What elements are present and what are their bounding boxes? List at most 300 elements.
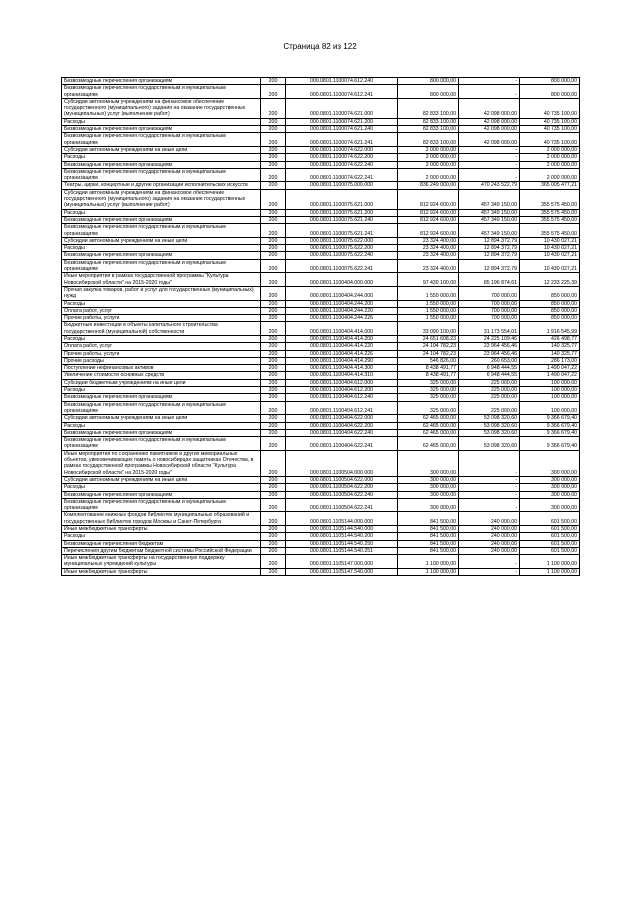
row-executed-amount-cell: 225 000,00 <box>459 394 520 401</box>
row-line-code-cell: 200 <box>261 78 286 85</box>
row-classification-code-cell: 000.0801.1100075.622.240 <box>286 252 398 259</box>
row-approved-amount-cell: 325 000,00 <box>398 387 459 394</box>
row-classification-code-cell: 000.0801.1100074.621.000 <box>286 98 398 118</box>
row-line-code-cell: 200 <box>261 422 286 429</box>
row-line-code-cell: 200 <box>261 437 286 451</box>
row-description-cell: Расходы <box>62 422 261 429</box>
row-line-code-cell: 200 <box>261 498 286 512</box>
row-line-code-cell: 200 <box>261 484 286 491</box>
table-row <box>62 343 580 350</box>
row-executed-amount-cell: 225 000,00 <box>459 401 520 415</box>
row-approved-amount-cell: 62 465 000,00 <box>398 437 459 451</box>
row-description-cell: Безвозмездные перечисления бюджетам <box>62 540 261 547</box>
budget-table-body <box>62 78 580 576</box>
table-row <box>62 357 580 364</box>
row-classification-code-cell: 000.0801.1100404.622.000 <box>286 415 398 422</box>
row-line-code-cell: 200 <box>261 512 286 526</box>
row-executed-amount-cell: 240 000,00 <box>459 533 520 540</box>
row-unexecuted-amount-cell: 1 490 047,22 <box>520 372 580 379</box>
row-approved-amount-cell: 1 100 000,00 <box>398 555 459 569</box>
row-description-cell: Театры, цирки, концертные и другие организации исполнительских искусств <box>62 182 261 189</box>
row-line-code-cell: 200 <box>261 98 286 118</box>
row-executed-amount-cell: 700 000,00 <box>459 300 520 307</box>
row-unexecuted-amount-cell: 2 000 000,00 <box>520 154 580 161</box>
row-description-cell: Расходы <box>62 209 261 216</box>
table-row <box>62 98 580 118</box>
row-line-code-cell: 200 <box>261 118 286 125</box>
table-row <box>62 372 580 379</box>
row-unexecuted-amount-cell: 601 500,00 <box>520 526 580 533</box>
row-unexecuted-amount-cell: 10 430 027,21 <box>520 237 580 244</box>
row-classification-code-cell: 000.0801.1105144.540.200 <box>286 533 398 540</box>
row-executed-amount-cell: - <box>459 484 520 491</box>
row-classification-code-cell: 000.0801.1100504.622.240 <box>286 491 398 498</box>
row-description-cell: Субсидии автономным учреждениям на финансовое обеспечение государственного (муниципального) задания на оказание государственных (муниципальных) услуг (выполнение работ) <box>62 189 261 209</box>
row-unexecuted-amount-cell: 300 000,00 <box>520 484 580 491</box>
row-approved-amount-cell: 62 465 000,00 <box>398 429 459 436</box>
table-row <box>62 300 580 307</box>
row-line-code-cell: 200 <box>261 126 286 133</box>
row-executed-amount-cell: 12 894 372,79 <box>459 259 520 273</box>
row-classification-code-cell: 000.0801.1100404.244.000 <box>286 286 398 300</box>
row-line-code-cell: 200 <box>261 415 286 422</box>
row-classification-code-cell: 000.0801.1100404.612.200 <box>286 387 398 394</box>
row-approved-amount-cell: 800 000,00 <box>398 85 459 99</box>
row-unexecuted-amount-cell: 2 000 000,00 <box>520 161 580 168</box>
row-executed-amount-cell: 12 894 372,79 <box>459 252 520 259</box>
row-approved-amount-cell: 841 500,00 <box>398 533 459 540</box>
row-description-cell: Иные межбюджетные трансферты <box>62 526 261 533</box>
row-approved-amount-cell: 300 000,00 <box>398 498 459 512</box>
row-unexecuted-amount-cell: 800 000,00 <box>520 78 580 85</box>
table-row <box>62 259 580 273</box>
row-executed-amount-cell: 457 349 150,00 <box>459 216 520 223</box>
row-line-code-cell: 200 <box>261 182 286 189</box>
row-description-cell: Безвозмездные перечисления организациям <box>62 78 261 85</box>
row-approved-amount-cell: 62 465 000,00 <box>398 422 459 429</box>
table-row <box>62 512 580 526</box>
row-classification-code-cell: 000.0801.1100504.622.000 <box>286 476 398 483</box>
row-executed-amount-cell: 240 000,00 <box>459 547 520 554</box>
table-row <box>62 491 580 498</box>
table-row <box>62 182 580 189</box>
row-unexecuted-amount-cell: 800 000,00 <box>520 85 580 99</box>
row-approved-amount-cell: 800 000,00 <box>398 78 459 85</box>
row-unexecuted-amount-cell: 300 000,00 <box>520 476 580 483</box>
row-line-code-cell: 200 <box>261 476 286 483</box>
row-description-cell: Безвозмездные перечисления государственным и муниципальным организациям <box>62 168 261 182</box>
table-row <box>62 245 580 252</box>
row-executed-amount-cell: 457 349 150,00 <box>459 189 520 209</box>
row-unexecuted-amount-cell: 850 000,00 <box>520 315 580 322</box>
row-unexecuted-amount-cell: 355 575 450,00 <box>520 224 580 238</box>
row-unexecuted-amount-cell: 1 916 545,99 <box>520 322 580 336</box>
row-description-cell: Расходы <box>62 118 261 125</box>
row-executed-amount-cell: 53 098 320,60 <box>459 429 520 436</box>
row-description-cell: Прочие работы, услуги <box>62 315 261 322</box>
row-executed-amount-cell: - <box>459 168 520 182</box>
row-approved-amount-cell: 62 465 000,00 <box>398 415 459 422</box>
row-executed-amount-cell: - <box>459 568 520 575</box>
row-approved-amount-cell: 812 924 600,00 <box>398 224 459 238</box>
table-row <box>62 118 580 125</box>
row-line-code-cell: 200 <box>261 533 286 540</box>
row-executed-amount-cell: 240 000,00 <box>459 540 520 547</box>
row-line-code-cell: 200 <box>261 154 286 161</box>
row-executed-amount-cell: 457 349 150,00 <box>459 224 520 238</box>
row-line-code-cell: 200 <box>261 259 286 273</box>
row-unexecuted-amount-cell: 9 366 679,40 <box>520 422 580 429</box>
row-line-code-cell: 200 <box>261 540 286 547</box>
row-classification-code-cell: 000.0801.1105144.540.000 <box>286 526 398 533</box>
row-executed-amount-cell: 240 000,00 <box>459 526 520 533</box>
row-approved-amount-cell: 1 550 000,00 <box>398 286 459 300</box>
row-unexecuted-amount-cell: 40 735 100,00 <box>520 118 580 125</box>
table-row <box>62 498 580 512</box>
table-row <box>62 422 580 429</box>
row-description-cell: Субсидии автономным учреждениям на иные цели <box>62 146 261 153</box>
row-executed-amount-cell: 85 196 874,61 <box>459 273 520 287</box>
row-unexecuted-amount-cell: 601 500,00 <box>520 512 580 526</box>
row-classification-code-cell: 000.0801.1100404.414.200 <box>286 335 398 342</box>
row-executed-amount-cell: 12 894 372,79 <box>459 237 520 244</box>
row-description-cell: Субсидии бюджетным учреждениям на иные цели <box>62 379 261 386</box>
row-classification-code-cell: 000.0801.1105147.000.000 <box>286 555 398 569</box>
table-row <box>62 273 580 287</box>
row-unexecuted-amount-cell: 1 100 000,00 <box>520 568 580 575</box>
row-approved-amount-cell: 8 438 491,77 <box>398 365 459 372</box>
table-row <box>62 161 580 168</box>
row-classification-code-cell: 000.0801.1100404.244.220 <box>286 307 398 314</box>
row-approved-amount-cell: 841 500,00 <box>398 526 459 533</box>
row-approved-amount-cell: 546 826,00 <box>398 357 459 364</box>
row-unexecuted-amount-cell: 300 000,00 <box>520 498 580 512</box>
row-description-cell: Безвозмездные перечисления организациям <box>62 394 261 401</box>
row-approved-amount-cell: 24 104 782,23 <box>398 350 459 357</box>
row-line-code-cell: 200 <box>261 307 286 314</box>
row-approved-amount-cell: 300 000,00 <box>398 491 459 498</box>
row-line-code-cell: 200 <box>261 322 286 336</box>
table-row <box>62 85 580 99</box>
row-approved-amount-cell: 24 104 782,23 <box>398 343 459 350</box>
row-classification-code-cell: 000.0801.1100404.414.290 <box>286 357 398 364</box>
row-description-cell: Расходы <box>62 484 261 491</box>
row-classification-code-cell: 000.0801.1105147.540.000 <box>286 568 398 575</box>
row-line-code-cell: 200 <box>261 300 286 307</box>
row-executed-amount-cell: - <box>459 146 520 153</box>
row-executed-amount-cell: - <box>459 491 520 498</box>
row-executed-amount-cell: - <box>459 498 520 512</box>
table-row <box>62 133 580 147</box>
row-line-code-cell: 200 <box>261 401 286 415</box>
row-approved-amount-cell: 1 100 000,00 <box>398 568 459 575</box>
row-description-cell: Безвозмездные перечисления организациям <box>62 252 261 259</box>
row-classification-code-cell: 000.0801.1100504.000.000 <box>286 450 398 476</box>
row-description-cell: Расходы <box>62 245 261 252</box>
row-line-code-cell: 200 <box>261 252 286 259</box>
table-row <box>62 252 580 259</box>
row-approved-amount-cell: 325 000,00 <box>398 379 459 386</box>
row-classification-code-cell: 000.0801.1100404.414.000 <box>286 322 398 336</box>
table-row <box>62 379 580 386</box>
row-approved-amount-cell: 812 924 600,00 <box>398 216 459 223</box>
row-executed-amount-cell: 6 948 444,55 <box>459 365 520 372</box>
row-unexecuted-amount-cell: 1 100 000,00 <box>520 555 580 569</box>
row-classification-code-cell: 000.0801.1100404.414.226 <box>286 350 398 357</box>
row-line-code-cell: 200 <box>261 491 286 498</box>
row-executed-amount-cell: 6 948 444,55 <box>459 372 520 379</box>
row-description-cell: Иные межбюджетные трансферты на государственную поддержку муниципальных учреждений культуры <box>62 555 261 569</box>
row-executed-amount-cell: 31 173 554,01 <box>459 322 520 336</box>
row-description-cell: Безвозмездные перечисления организациям <box>62 126 261 133</box>
row-unexecuted-amount-cell: 300 000,00 <box>520 450 580 476</box>
row-classification-code-cell: 000.0801.1100504.622.241 <box>286 498 398 512</box>
row-line-code-cell: 200 <box>261 286 286 300</box>
row-approved-amount-cell: 841 500,00 <box>398 540 459 547</box>
budget-execution-table <box>61 77 580 576</box>
row-line-code-cell: 200 <box>261 372 286 379</box>
row-classification-code-cell: 000.0801.1100504.622.200 <box>286 484 398 491</box>
row-classification-code-cell: 000.0801.1100404.612.241 <box>286 401 398 415</box>
row-line-code-cell: 200 <box>261 245 286 252</box>
row-unexecuted-amount-cell: 601 500,00 <box>520 540 580 547</box>
row-approved-amount-cell: 23 324 400,00 <box>398 237 459 244</box>
row-approved-amount-cell: 325 000,00 <box>398 394 459 401</box>
row-classification-code-cell: 000.0801.1100404.612.000 <box>286 379 398 386</box>
row-classification-code-cell: 000.0801.1100075.622.200 <box>286 245 398 252</box>
row-unexecuted-amount-cell: 100 000,00 <box>520 387 580 394</box>
row-unexecuted-amount-cell: 1 490 047,22 <box>520 365 580 372</box>
row-executed-amount-cell: 12 894 372,79 <box>459 245 520 252</box>
table-row <box>62 224 580 238</box>
row-classification-code-cell: 000.0801.1100404.612.240 <box>286 394 398 401</box>
row-approved-amount-cell: 300 000,00 <box>398 484 459 491</box>
row-approved-amount-cell: 812 924 600,00 <box>398 209 459 216</box>
table-row <box>62 450 580 476</box>
row-classification-code-cell: 000.0801.1100404.414.220 <box>286 343 398 350</box>
row-classification-code-cell: 000.0801.1100404.244.200 <box>286 300 398 307</box>
row-approved-amount-cell: 8 438 491,77 <box>398 372 459 379</box>
row-line-code-cell: 200 <box>261 350 286 357</box>
row-approved-amount-cell: 325 000,00 <box>398 401 459 415</box>
row-unexecuted-amount-cell: 140 325,77 <box>520 343 580 350</box>
row-description-cell: Безвозмездные перечисления государственным и муниципальным организациям <box>62 133 261 147</box>
row-unexecuted-amount-cell: 10 430 027,21 <box>520 252 580 259</box>
row-approved-amount-cell: 33 090 100,00 <box>398 322 459 336</box>
row-approved-amount-cell: 97 430 100,00 <box>398 273 459 287</box>
row-executed-amount-cell: 700 000,00 <box>459 307 520 314</box>
row-classification-code-cell: 000.0801.1100404.622.240 <box>286 429 398 436</box>
row-unexecuted-amount-cell: 300 000,00 <box>520 491 580 498</box>
row-executed-amount-cell: - <box>459 555 520 569</box>
row-unexecuted-amount-cell: 601 500,00 <box>520 533 580 540</box>
row-description-cell: Бюджетные инвестиции в объекты капитального строительства государственной (муниципальной) собственности <box>62 322 261 336</box>
row-description-cell: Безвозмездные перечисления государственным и муниципальным организациям <box>62 498 261 512</box>
row-unexecuted-amount-cell: 2 000 000,00 <box>520 168 580 182</box>
row-classification-code-cell: 000.0801.1100074.622.240 <box>286 161 398 168</box>
row-description-cell: Безвозмездные перечисления государственным и муниципальным организациям <box>62 437 261 451</box>
row-unexecuted-amount-cell: 850 000,00 <box>520 300 580 307</box>
row-approved-amount-cell: 1 550 000,00 <box>398 315 459 322</box>
row-approved-amount-cell: 2 000 000,00 <box>398 168 459 182</box>
table-row <box>62 286 580 300</box>
row-line-code-cell: 200 <box>261 315 286 322</box>
row-line-code-cell: 200 <box>261 555 286 569</box>
row-line-code-cell: 200 <box>261 568 286 575</box>
row-unexecuted-amount-cell: 140 325,77 <box>520 350 580 357</box>
table-row <box>62 209 580 216</box>
row-line-code-cell: 200 <box>261 365 286 372</box>
table-row <box>62 540 580 547</box>
row-line-code-cell: 200 <box>261 216 286 223</box>
row-executed-amount-cell: 700 000,00 <box>459 315 520 322</box>
row-classification-code-cell: 000.0801.1105144.540.251 <box>286 547 398 554</box>
row-unexecuted-amount-cell: 40 735 100,00 <box>520 133 580 147</box>
row-line-code-cell: 200 <box>261 133 286 147</box>
table-row <box>62 78 580 85</box>
row-classification-code-cell: 000.0801.1100074.621.241 <box>286 133 398 147</box>
row-description-cell: Поступление нефинансовых активов <box>62 365 261 372</box>
row-classification-code-cell: 000.0801.1100404.414.310 <box>286 372 398 379</box>
row-executed-amount-cell: 225 000,00 <box>459 379 520 386</box>
row-unexecuted-amount-cell: 12 233 225,39 <box>520 273 580 287</box>
row-classification-code-cell: 000.0801.1100075.621.241 <box>286 224 398 238</box>
row-unexecuted-amount-cell: 850 000,00 <box>520 286 580 300</box>
table-row <box>62 415 580 422</box>
row-unexecuted-amount-cell: 40 735 100,00 <box>520 98 580 118</box>
row-classification-code-cell: 000.0801.1100074.622.241 <box>286 168 398 182</box>
row-unexecuted-amount-cell: 100 000,00 <box>520 379 580 386</box>
table-row <box>62 146 580 153</box>
page-number-header: Страница 82 из 122 <box>283 42 357 51</box>
row-approved-amount-cell: 24 651 608,23 <box>398 335 459 342</box>
table-row <box>62 237 580 244</box>
table-row <box>62 394 580 401</box>
row-description-cell: Расходы <box>62 533 261 540</box>
row-executed-amount-cell: 42 098 000,00 <box>459 118 520 125</box>
row-classification-code-cell: 000.0801.1100074.612.240 <box>286 78 398 85</box>
row-executed-amount-cell: - <box>459 78 520 85</box>
row-description-cell: Безвозмездные перечисления государственным и муниципальным организациям <box>62 259 261 273</box>
row-classification-code-cell: 000.0801.1100074.621.200 <box>286 118 398 125</box>
row-executed-amount-cell: - <box>459 450 520 476</box>
row-line-code-cell: 200 <box>261 547 286 554</box>
row-unexecuted-amount-cell: 355 575 450,00 <box>520 189 580 209</box>
table-row <box>62 365 580 372</box>
table-row <box>62 437 580 451</box>
row-unexecuted-amount-cell: 850 000,00 <box>520 307 580 314</box>
row-unexecuted-amount-cell: 40 735 100,00 <box>520 126 580 133</box>
row-line-code-cell: 200 <box>261 273 286 287</box>
row-classification-code-cell: 000.0801.1100075.621.200 <box>286 209 398 216</box>
row-executed-amount-cell: 24 225 109,46 <box>459 335 520 342</box>
row-description-cell: Безвозмездные перечисления организациям <box>62 491 261 498</box>
row-description-cell: Иные мероприятия в рамках государственной программы "Культура Новосибирской области" на 2015-2020 годы" <box>62 273 261 287</box>
row-classification-code-cell: 000.0801.1100074.612.241 <box>286 85 398 99</box>
row-line-code-cell: 200 <box>261 189 286 209</box>
row-unexecuted-amount-cell: 100 000,00 <box>520 394 580 401</box>
row-unexecuted-amount-cell: 100 000,00 <box>520 401 580 415</box>
row-unexecuted-amount-cell: 10 430 027,21 <box>520 259 580 273</box>
row-executed-amount-cell: 23 964 456,46 <box>459 343 520 350</box>
row-executed-amount-cell: 240 000,00 <box>459 512 520 526</box>
row-description-cell: Прочие расходы <box>62 357 261 364</box>
table-row <box>62 533 580 540</box>
row-unexecuted-amount-cell: 9 366 679,40 <box>520 415 580 422</box>
row-approved-amount-cell: 300 000,00 <box>398 476 459 483</box>
row-line-code-cell: 200 <box>261 224 286 238</box>
row-executed-amount-cell: 53 098 320,60 <box>459 415 520 422</box>
row-classification-code-cell: 000.0801.1100404.622.241 <box>286 437 398 451</box>
row-description-cell: Безвозмездные перечисления государственным и муниципальным организациям <box>62 224 261 238</box>
row-unexecuted-amount-cell: 9 366 679,40 <box>520 437 580 451</box>
row-approved-amount-cell: 2 000 000,00 <box>398 154 459 161</box>
row-description-cell: Расходы <box>62 387 261 394</box>
row-description-cell: Прочие работы, услуги <box>62 350 261 357</box>
row-approved-amount-cell: 82 833 100,00 <box>398 126 459 133</box>
row-description-cell: Безвозмездные перечисления государственным и муниципальным организациям <box>62 401 261 415</box>
table-row <box>62 307 580 314</box>
row-line-code-cell: 200 <box>261 335 286 342</box>
row-description-cell: Субсидии автономным учреждениям на иные цели <box>62 476 261 483</box>
row-unexecuted-amount-cell: 9 366 679,40 <box>520 429 580 436</box>
row-approved-amount-cell: 812 924 600,00 <box>398 189 459 209</box>
row-unexecuted-amount-cell: 10 430 027,21 <box>520 245 580 252</box>
row-classification-code-cell: 000.0801.1100074.621.240 <box>286 126 398 133</box>
row-approved-amount-cell: 841 500,00 <box>398 547 459 554</box>
table-row <box>62 126 580 133</box>
row-approved-amount-cell: 1 550 000,00 <box>398 300 459 307</box>
row-unexecuted-amount-cell: 426 498,77 <box>520 335 580 342</box>
table-row <box>62 350 580 357</box>
row-unexecuted-amount-cell: 286 173,00 <box>520 357 580 364</box>
table-row <box>62 315 580 322</box>
table-row <box>62 526 580 533</box>
row-description-cell: Безвозмездные перечисления организациям <box>62 429 261 436</box>
row-description-cell: Субсидии автономным учреждениям на иные цели <box>62 415 261 422</box>
row-line-code-cell: 200 <box>261 85 286 99</box>
table-row <box>62 547 580 554</box>
row-line-code-cell: 200 <box>261 343 286 350</box>
row-executed-amount-cell: - <box>459 85 520 99</box>
row-executed-amount-cell: 23 964 456,46 <box>459 350 520 357</box>
table-row <box>62 335 580 342</box>
row-classification-code-cell: 000.0801.1100075.000.000 <box>286 182 398 189</box>
row-unexecuted-amount-cell: 355 575 450,00 <box>520 216 580 223</box>
table-row <box>62 568 580 575</box>
row-description-cell: Комплектование книжных фондов библиотек муниципальных образований и государственных библиотек городов Москвы и Санкт-Петербурга <box>62 512 261 526</box>
row-executed-amount-cell: 700 000,00 <box>459 286 520 300</box>
row-unexecuted-amount-cell: 601 500,00 <box>520 547 580 554</box>
table-row <box>62 168 580 182</box>
row-description-cell: Иные межбюджетные трансферты <box>62 568 261 575</box>
row-classification-code-cell: 000.0801.1105144.000.000 <box>286 512 398 526</box>
row-line-code-cell: 200 <box>261 526 286 533</box>
table-row <box>62 476 580 483</box>
row-approved-amount-cell: 82 833 100,00 <box>398 98 459 118</box>
row-description-cell: Прочая закупка товаров, работ и услуг для государственных (муниципальных) нужд <box>62 286 261 300</box>
table-row <box>62 429 580 436</box>
row-line-code-cell: 200 <box>261 168 286 182</box>
row-description-cell: Безвозмездные перечисления организациям <box>62 161 261 168</box>
row-line-code-cell: 200 <box>261 379 286 386</box>
row-classification-code-cell: 000.0801.1100404.622.200 <box>286 422 398 429</box>
row-classification-code-cell: 000.0801.1100404.000.000 <box>286 273 398 287</box>
row-line-code-cell: 200 <box>261 237 286 244</box>
row-executed-amount-cell: 42 098 000,00 <box>459 126 520 133</box>
row-description-cell: Безвозмездные перечисления организациям <box>62 216 261 223</box>
row-description-cell: Оплата работ, услуг <box>62 343 261 350</box>
